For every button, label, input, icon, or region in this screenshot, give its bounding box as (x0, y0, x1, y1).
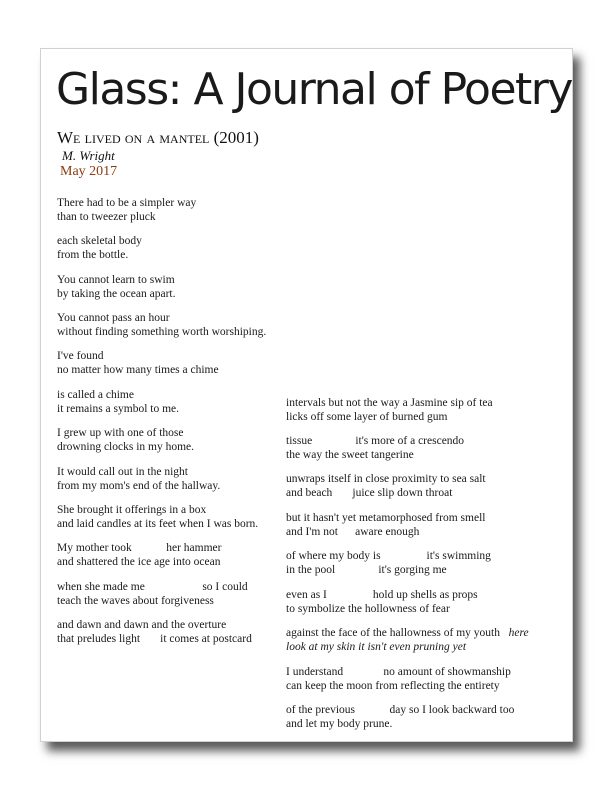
italic-word: here (508, 627, 529, 639)
stanza: unwraps itself in close proximity to sea salt and beach juice slip down throat (286, 473, 486, 499)
stanza: against the face of the hallowness of my youth here look at my skin it isn't even pruning yet (286, 627, 529, 653)
stanza: each skeletal body from the bottle. (57, 235, 142, 261)
stanza: She brought it offerings in a box and laid candles at its feet when I was born. (57, 504, 259, 530)
stanza: even as I hold up shells as props to symbolize the hollowness of fear (286, 589, 478, 615)
stanza: It would call out in the night from my mom's end of the hallway. (57, 466, 221, 492)
stanza: You cannot pass an hour without finding something worth worshiping. (57, 312, 267, 338)
stanza: and dawn and dawn and the overture that preludes light it comes at postcard (57, 619, 252, 645)
stanza: of where my body is it's swimming in the pool it's gorging me (286, 550, 491, 576)
stanza: I understand no amount of showmanship can keep the moon from reflecting the entirety (286, 666, 511, 692)
stanza: I've found no matter how many times a chime (57, 350, 219, 376)
stanza: intervals but not the way a Jasmine sip of tea licks off some layer of burned gum (286, 397, 493, 423)
stanza: but it hasn't yet metamorphosed from smell and I'm not aware enough (286, 512, 486, 538)
stanza: There had to be a simpler way than to tweezer pluck (57, 197, 197, 223)
stanza: My mother took her hammer and shattered the ice age into ocean (57, 542, 222, 568)
stanza: I grew up with one of those drowning clocks in my home. (57, 427, 195, 453)
stanza: is called a chime it remains a symbol to me. (57, 389, 180, 415)
poem-author: M. Wright (62, 148, 115, 163)
stanza: when she made me so I could teach the waves about forgiveness (57, 581, 248, 607)
stanza: tissue it's more of a crescendo the way the sweet tangerine (286, 435, 465, 461)
stanza: You cannot learn to swim by taking the ocean apart. (57, 274, 176, 300)
poem-title: We lived on a mantel (2001) (57, 128, 259, 147)
poem-date: May 2017 (60, 164, 118, 179)
journal-title: Glass: A Journal of Poetry (56, 64, 572, 115)
stanza: of the previous day so I look backward too and let my body prune. (286, 704, 515, 730)
